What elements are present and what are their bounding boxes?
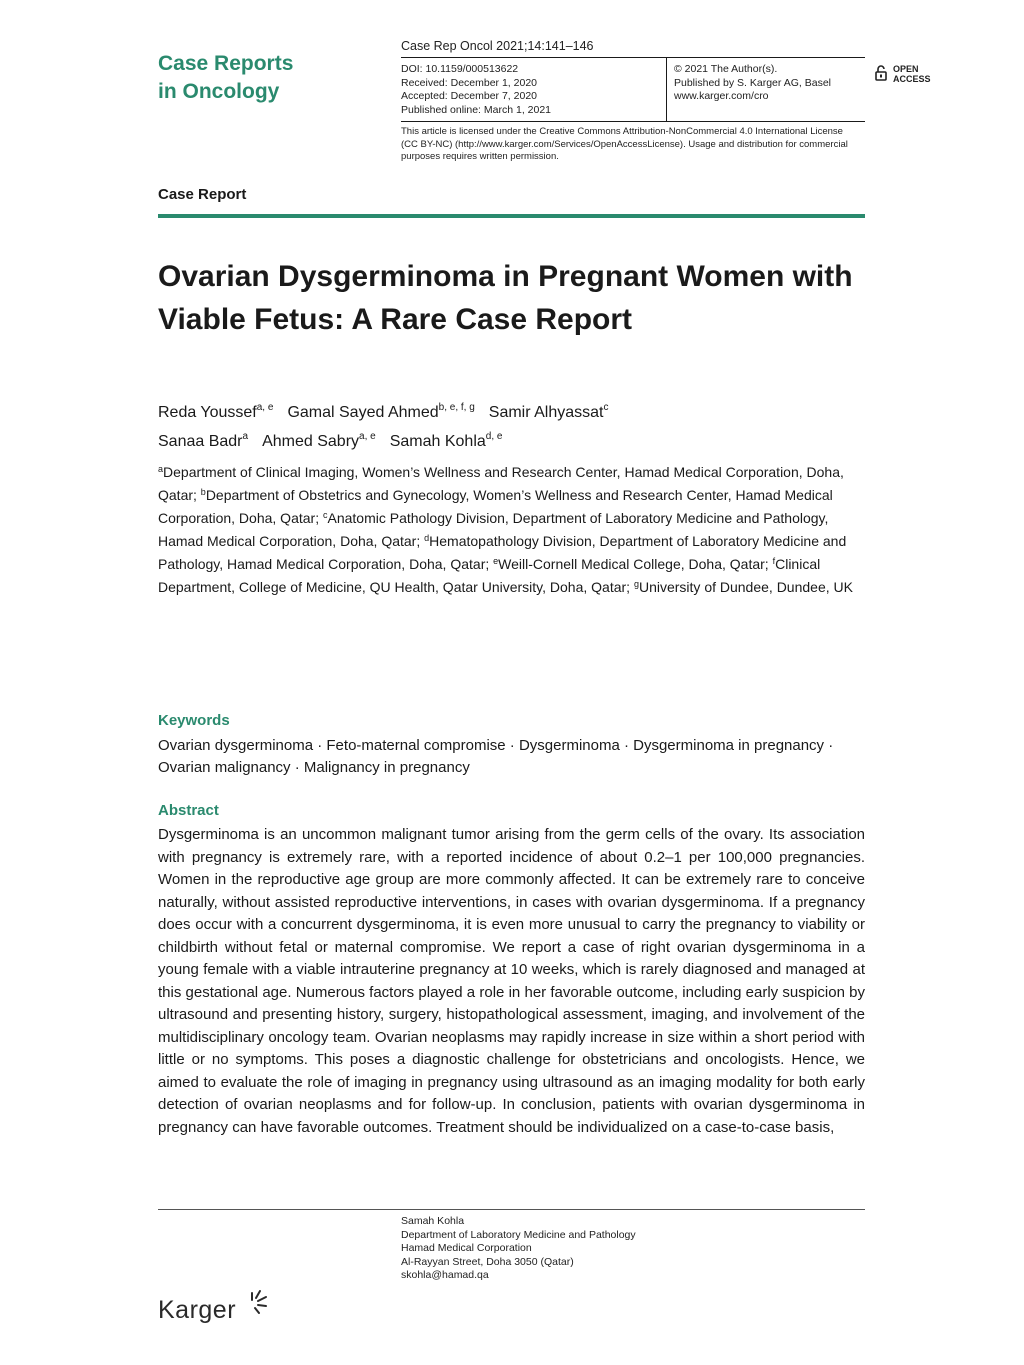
publisher: Published by S. Karger AG, Basel — [674, 76, 832, 89]
journal-name — [158, 50, 293, 106]
open-access-lock-icon — [874, 64, 888, 82]
affiliation-text: Department of Clinical Imaging, Women’s Wellness and Research Center, Hamad Medical Corporation, Doha, Qatar; — [158, 464, 844, 503]
journal-url[interactable]: www.karger.com/cro — [674, 90, 769, 102]
header-divider — [666, 58, 667, 121]
header-rule-top — [401, 57, 865, 58]
author-affiliation-marker: a — [242, 431, 249, 442]
author-name: Samir Alhyassat — [488, 404, 604, 421]
license-text: This article is licensed under the Creative Commons Attribution-NonCommercial 4.0 International License (CC BY-NC) (http://www.karger.com/Services/OpenAccessLicense). Usage and distribution for commercial purposes requires written permission. — [401, 126, 848, 162]
affiliation-marker: c — [322, 510, 328, 520]
affiliation-text: Weill-Cornell Medical College, Doha, Qatar; — [498, 556, 773, 572]
footer-rule — [158, 1209, 865, 1210]
affiliation-text: Hematopathology Division, Department of Laboratory Medicine and Pathology, Hamad Medical Corporation, Doha, Qatar; — [158, 533, 847, 572]
affiliation-marker: b — [200, 487, 206, 497]
affiliation-text: Clinical Department, College of Medicine, QU Health, Qatar University, Doha, Qatar; — [158, 556, 821, 595]
header-rule-bottom — [401, 121, 865, 122]
karger-logo — [158, 1296, 236, 1325]
article-title: Ovarian Dysgerminoma in Pregnant Women with Viable Fetus: A Rare Case Report — [158, 260, 853, 336]
section-rule — [158, 214, 865, 218]
corr-name: Samah Kohla — [401, 1215, 465, 1227]
karger-logo-text: Karger — [158, 1296, 237, 1324]
author-name: Samah Kohla — [389, 433, 486, 450]
affiliation-marker: e — [493, 556, 499, 566]
journal-name-line2: in Oncology — [158, 80, 280, 103]
affiliation-text: University of Dundee, Dundee, UK — [638, 579, 853, 595]
author-row — [158, 425, 623, 454]
article-meta — [401, 63, 551, 117]
section-label: Case Report — [158, 186, 247, 203]
citation: Case Rep Oncol 2021;14:141–146 — [401, 39, 594, 53]
affiliation-marker: f — [772, 556, 776, 566]
corr-org: Hamad Medical Corporation — [401, 1242, 532, 1254]
author-name: Ahmed Sabry — [262, 433, 360, 450]
author-row — [158, 396, 623, 425]
author-affiliation-marker: a, e — [256, 402, 274, 413]
affiliation-marker: g — [633, 579, 639, 589]
author-affiliation-marker: a, e — [359, 431, 376, 442]
doi: DOI: 10.1159/000513622 — [401, 63, 519, 75]
affiliation-marker: a — [158, 464, 164, 474]
author-name: Sanaa Badr — [158, 433, 243, 450]
author-name: Reda Youssef — [158, 404, 257, 421]
author-affiliation-marker: d, e — [485, 431, 503, 442]
corr-address: Al-Rayyan Street, Doha 3050 (Qatar) — [401, 1255, 574, 1268]
keywords-heading: Keywords — [158, 712, 230, 729]
karger-burst-icon — [246, 1286, 272, 1314]
open-access-label: OPEN ACCESS — [893, 64, 931, 84]
received-date: Received: December 1, 2020 — [401, 76, 537, 89]
abstract-body: Dysgerminoma is an uncommon malignant tumor arising from the germ cells of the ovary. Its association with pregnancy is extremely rare, with a reported incidence of about 0.2–1 per 100,000 pregnancies. Women in the reproductive age group are more commonly affected. It can be extremely rare to conceive naturally, without assisted reproductive interventions, in cases with ovarian dysgerminoma. If a pregnancy does occur with a concurrent dysgerminoma, it is even more unusual to carry the pregnancy to viability or childbirth without fetal or maternal compromise. We report a case of right ovarian dysgerminoma in a young female with a viable intrauterine pregnancy at 10 weeks, which is rarely diagnosed and managed at this gestational age. Numerous factors played a role in her favorable outcome, including early suspicion by ultrasound and presenting history, surgery, histopathological assessment, imaging, and involvement of the multidisciplinary oncology team. Ovarian neoplasms may rapidly increase in size within a short period with little or no symptoms. This poses a diagnostic challenge for obstetricians and oncologists. Hence, we aimed to evaluate the role of imaging in pregnancy using ultrasound as an imaging modality for both early detection of ovarian neoplasms and for follow-up. In conclusion, patients with ovarian dysgerminoma in pregnancy can have favorable outcomes. Treatment should be individualized on a case-to-case basis, — [158, 826, 865, 1136]
abstract-heading: Abstract — [158, 802, 219, 819]
affiliation-text: Anatomic Pathology Division, Department of Laboratory Medicine and Pathology, Hamad Medical Corporation, Doha, Qatar; — [158, 510, 829, 549]
keywords: Ovarian dysgerminoma · Feto-maternal compromise · Dysgerminoma · Dysgerminoma in pregnancy · Ovarian malignancy · Malignancy in pregnancy — [158, 737, 834, 776]
author-affiliation-marker: b, e, f, g — [438, 402, 475, 413]
published-date: Published online: March 1, 2021 — [401, 103, 552, 116]
correspondence — [401, 1215, 636, 1283]
author-affiliation-marker: c — [603, 402, 609, 413]
affiliations — [158, 459, 865, 597]
copyright: © 2021 The Author(s). — [674, 63, 778, 75]
accepted-date: Accepted: December 7, 2020 — [401, 90, 537, 102]
publisher-meta — [674, 63, 831, 104]
author-list — [158, 396, 623, 454]
corr-email[interactable]: skohla@hamad.qa — [401, 1269, 489, 1281]
journal-name-line1: Case Reports — [158, 52, 294, 75]
affiliation-marker: d — [424, 533, 430, 543]
corr-dept: Department of Laboratory Medicine and Pathology — [401, 1228, 636, 1241]
affiliation-text: Department of Obstetrics and Gynecology, Women’s Wellness and Research Center, Hamad Medical Corporation, Doha, Qatar; — [158, 487, 833, 526]
author-name: Gamal Sayed Ahmed — [287, 404, 439, 421]
